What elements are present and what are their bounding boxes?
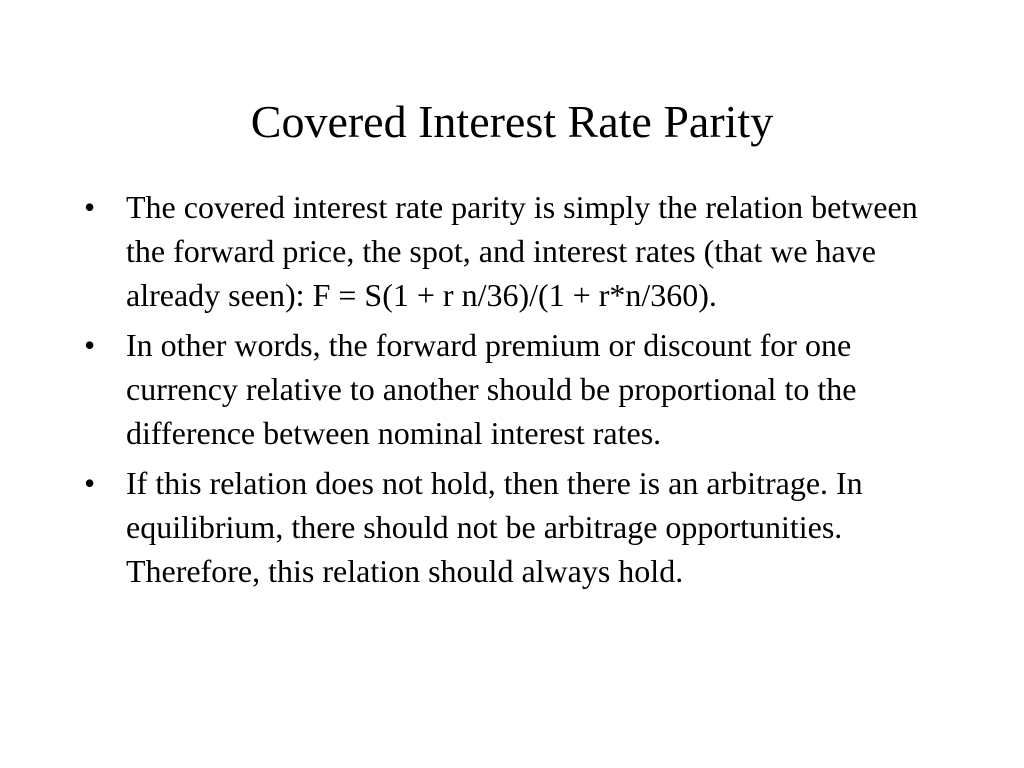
- bullet-item: [84, 461, 944, 593]
- bullet-marker: •: [84, 327, 96, 363]
- bullet-text: The covered interest rate parity is simply the relation between the forward price, the spot, and interest rates (that we have already seen): F = S(1 + r n/36)/(1 + r*n/360).: [126, 189, 918, 313]
- bullet-list: [84, 185, 944, 599]
- slide-title: Covered Interest Rate Parity: [250, 96, 774, 147]
- bullet-text: If this relation does not hold, then there is an arbitrage. In equilibrium, there should not be arbitrage opportunities. Therefore, this relation should always hold.: [126, 465, 863, 589]
- bullet-marker: •: [84, 465, 96, 501]
- bullet-marker: •: [84, 189, 96, 225]
- bullet-text: In other words, the forward premium or discount for one currency relative to another should be proportional to the difference between nominal interest rates.: [126, 327, 857, 451]
- bullet-item: [84, 185, 944, 317]
- bullet-item: [84, 323, 944, 455]
